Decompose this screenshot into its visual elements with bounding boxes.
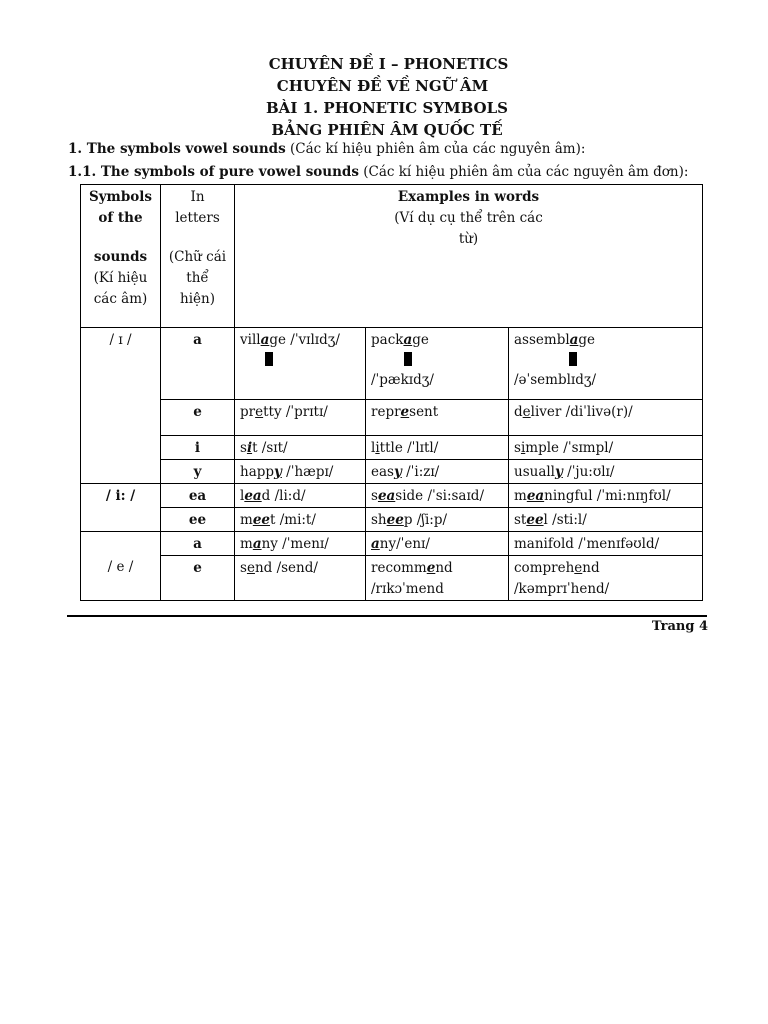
letter-cell: ea <box>161 484 235 508</box>
header-symbols-line: sounds <box>93 249 148 265</box>
example-ipa: /əˈsemblɪdʒ/ <box>514 372 597 388</box>
example-cell <box>366 532 509 556</box>
header-letters-line: In <box>190 189 205 205</box>
example-pre: pack <box>371 332 404 348</box>
example-pre: st <box>514 512 527 528</box>
example-highlight: ea <box>377 488 396 504</box>
title-line-2: CHUYÊN ĐỀ VỀ NGỮ ÂM <box>276 77 489 95</box>
header-examples <box>235 185 703 328</box>
example-post: nd /send/ <box>254 560 318 576</box>
title-line-1: CHUYÊN ĐỀ I – PHONETICS <box>268 55 509 73</box>
example-pre: vill <box>240 332 261 348</box>
example-ipa: /kəmprɪˈhend/ <box>514 581 610 597</box>
example-pre: repr <box>371 404 401 420</box>
example-post: ge <box>578 332 596 348</box>
example-highlight: a <box>371 536 380 552</box>
section-heading-1-1-bold: 1.1. The symbols of pure vowel sounds <box>68 164 359 180</box>
example-highlight: e <box>574 560 583 576</box>
example-cell <box>509 532 703 556</box>
example-highlight: ee <box>252 512 270 528</box>
example-cell <box>509 556 703 601</box>
sound-cell: / i: / <box>81 484 161 532</box>
example-ipa: /ˈpækɪdʒ/ <box>371 372 434 388</box>
title-line-3: BÀI 1. PHONETIC SYMBOLS <box>266 99 508 117</box>
phonetic-table <box>80 184 703 601</box>
header-letters-note: hiện) <box>180 291 215 307</box>
letter-cell: e <box>161 400 235 436</box>
example-pre: manifold /ˈmenɪfəʊld/ <box>514 536 660 552</box>
example-highlight: ea <box>244 488 262 504</box>
header-letters-line: letters <box>175 210 220 226</box>
example-post: ge /ˈvɪlɪdʒ/ <box>269 332 340 348</box>
example-cell <box>366 400 509 436</box>
example-pre: happ <box>240 464 275 480</box>
example-post: side /ˈsi:saɪd/ <box>395 488 484 504</box>
footer-divider <box>67 615 707 617</box>
sound-cell: / ɪ / <box>81 328 161 484</box>
example-cell <box>235 532 366 556</box>
example-post: d /li:d/ <box>261 488 306 504</box>
example-cell <box>366 328 509 400</box>
section-heading-1-1 <box>68 164 688 180</box>
example-post: ny /ˈmenɪ/ <box>261 536 329 552</box>
header-symbols-note: các âm) <box>93 291 148 307</box>
header-symbols <box>81 185 161 328</box>
example-cell <box>235 460 366 484</box>
highlight-marker-icon <box>265 352 273 366</box>
table-row <box>81 328 703 400</box>
example-pre: m <box>240 536 253 552</box>
letter-cell: a <box>161 532 235 556</box>
letter-cell: y <box>161 460 235 484</box>
letter-cell: e <box>161 556 235 601</box>
example-post: nd <box>435 560 453 576</box>
example-cell <box>235 400 366 436</box>
example-post: tty /ˈprɪtɪ/ <box>263 404 328 420</box>
header-examples-title: Examples in words <box>397 189 540 205</box>
example-cell <box>235 508 366 532</box>
example-pre: assembl <box>514 332 570 348</box>
example-cell <box>509 460 703 484</box>
example-cell <box>235 556 366 601</box>
example-cell <box>366 436 509 460</box>
section-heading-1-bold: 1. The symbols vowel sounds <box>68 141 286 157</box>
example-pre: l <box>240 488 245 504</box>
example-pre: s <box>371 488 378 504</box>
example-highlight: ee <box>386 512 404 528</box>
example-cell <box>366 460 509 484</box>
example-pre: sh <box>371 512 387 528</box>
table-header-row <box>81 185 703 328</box>
header-symbols-line: of the <box>98 210 143 226</box>
letter-cell: a <box>161 328 235 400</box>
example-post: l /sti:l/ <box>543 512 587 528</box>
example-post: mple /ˈsɪmpl/ <box>525 440 614 456</box>
example-highlight: a <box>260 332 270 348</box>
example-pre: m <box>240 512 253 528</box>
example-highlight: e <box>246 560 255 576</box>
example-cell <box>235 328 366 400</box>
example-pre: s <box>514 440 521 456</box>
example-pre: s <box>240 560 247 576</box>
table-row <box>81 436 703 460</box>
example-post: ningful /ˈmi:nɪŋfʊl/ <box>544 488 671 504</box>
section-heading-1-1-note: (Các kí hiệu phiên âm của các nguyên âm đơn): <box>358 164 689 180</box>
example-pre: d <box>514 404 523 420</box>
example-pre: compreh <box>514 560 575 576</box>
table-row <box>81 460 703 484</box>
example-post: ny/ˈenɪ/ <box>379 536 430 552</box>
table-row <box>81 508 703 532</box>
highlight-marker-icon <box>404 352 412 366</box>
example-pre: eas <box>371 464 394 480</box>
sound-cell: / e / <box>81 532 161 601</box>
example-highlight: y <box>274 464 282 480</box>
header-symbols-line: Symbols <box>88 189 153 205</box>
header-letters-note: thể <box>186 270 209 286</box>
example-post: ttle /ˈlɪtl/ <box>379 440 439 456</box>
letter-cell: i <box>161 436 235 460</box>
example-highlight: e <box>400 404 410 420</box>
example-post: /ˈi:zɪ/ <box>401 464 440 480</box>
section-heading-1 <box>68 141 585 157</box>
header-letters <box>161 185 235 328</box>
example-post: ge <box>412 332 429 348</box>
example-post: liver /diˈlivə(r)/ <box>530 404 633 420</box>
example-highlight: a <box>569 332 579 348</box>
highlight-marker-icon <box>569 352 577 366</box>
example-highlight: y <box>393 464 402 480</box>
example-cell <box>235 436 366 460</box>
example-highlight: i <box>375 440 380 456</box>
example-post: sent <box>409 404 439 420</box>
table-row <box>81 556 703 601</box>
example-cell <box>366 508 509 532</box>
example-pre: recomm <box>371 560 427 576</box>
example-cell <box>366 484 509 508</box>
title-block <box>0 53 768 141</box>
letter-cell: ee <box>161 508 235 532</box>
example-post: nd <box>582 560 600 576</box>
example-highlight: i <box>520 440 526 456</box>
table-row <box>81 532 703 556</box>
example-pre: pr <box>240 404 256 420</box>
example-cell <box>366 556 509 601</box>
example-cell <box>509 328 703 400</box>
example-highlight: e <box>426 560 436 576</box>
example-highlight: e <box>522 404 531 420</box>
example-post: t /mi:t/ <box>270 512 316 528</box>
example-post: /ˈhæpɪ/ <box>281 464 334 480</box>
example-pre: l <box>371 440 376 456</box>
title-line-4: BẢNG PHIÊN ÂM QUỐC TẾ <box>271 121 503 139</box>
example-pre: s <box>240 440 247 456</box>
section-heading-1-note: (Các kí hiệu phiên âm của các nguyên âm): <box>285 141 586 157</box>
page-number: Trang 4 <box>651 619 708 634</box>
example-ipa: /rɪkɔˈmend <box>371 581 444 597</box>
example-cell <box>509 436 703 460</box>
example-cell <box>235 484 366 508</box>
example-highlight: ea <box>526 488 545 504</box>
example-pre: m <box>514 488 527 504</box>
example-highlight: a <box>252 536 262 552</box>
example-post: t /sɪt/ <box>252 440 288 456</box>
header-examples-note: (Ví dụ cụ thể trên các <box>394 210 543 226</box>
example-highlight: i <box>246 440 253 456</box>
example-cell <box>509 484 703 508</box>
example-pre: usuall <box>514 464 556 480</box>
example-post: /ˈju:ʊlɪ/ <box>562 464 615 480</box>
header-letters-note: (Chữ cái <box>168 249 227 265</box>
header-symbols-note: (Kí hiệu <box>93 270 148 286</box>
header-examples-note: từ) <box>458 231 479 247</box>
example-highlight: y <box>555 464 563 480</box>
example-cell <box>509 508 703 532</box>
example-highlight: a <box>403 332 413 348</box>
example-highlight: ee <box>526 512 544 528</box>
example-cell <box>509 400 703 436</box>
table-row <box>81 400 703 436</box>
example-highlight: e <box>255 404 264 420</box>
example-post: p /ʃi:p/ <box>403 512 448 528</box>
table-row <box>81 484 703 508</box>
